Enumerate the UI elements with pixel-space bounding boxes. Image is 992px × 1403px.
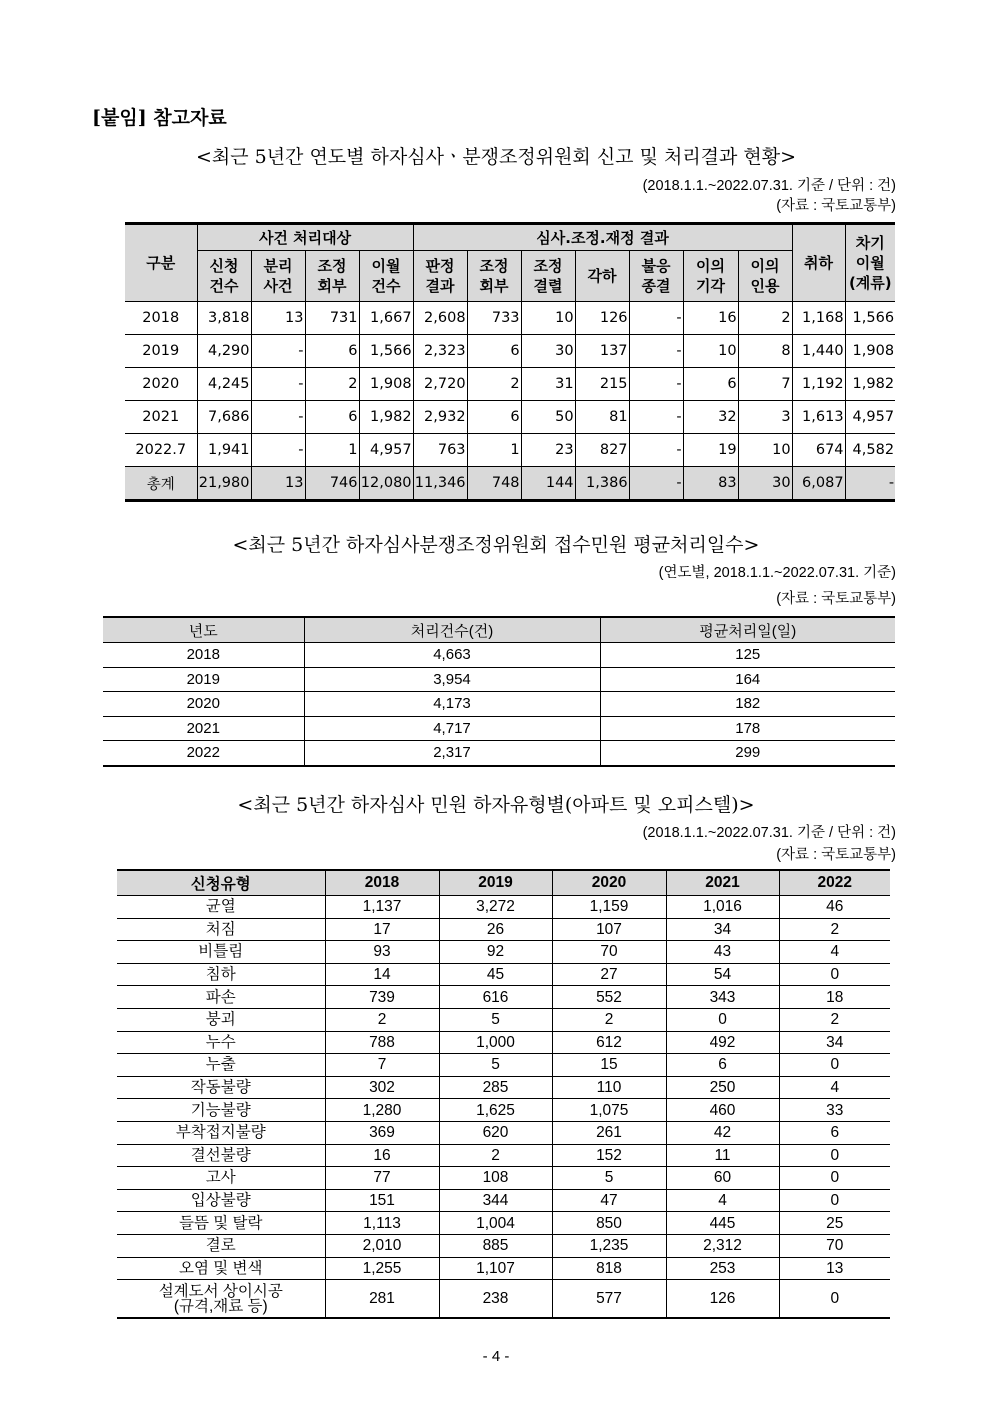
cell-value: 77 (325, 1167, 439, 1190)
cell-value: 164 (600, 667, 895, 692)
table-row (117, 1189, 890, 1212)
cell-value: 6 (305, 401, 359, 434)
cell-value: 616 (439, 986, 552, 1009)
cell-value: 1,613 (792, 401, 845, 434)
table1-note-source: (자료 : 국토교통부) (776, 198, 896, 214)
cell-value: 126 (666, 1280, 779, 1319)
cell-value: 107 (552, 918, 666, 941)
cell-value: 26 (439, 918, 552, 941)
cell-value: 108 (439, 1167, 552, 1190)
header-category: 구분 (125, 224, 197, 302)
cell-value: 1,004 (439, 1212, 552, 1235)
header-group-results: 심사.조정.재정 결과 (413, 224, 792, 251)
row-label: 2021 (125, 401, 197, 434)
row-label: 2020 (125, 368, 197, 401)
cell-value: 2 (439, 1144, 552, 1167)
cell-value: 70 (779, 1234, 890, 1257)
cell-value: 10 (738, 434, 792, 467)
row-label: 고사 (117, 1167, 325, 1190)
table-row (103, 692, 895, 717)
table-row (117, 941, 890, 964)
cell-value: - (629, 401, 683, 434)
cell-value: 1,113 (325, 1212, 439, 1235)
cell-value: 238 (439, 1280, 552, 1319)
cell-value: 1,982 (359, 401, 413, 434)
cell-value: 182 (600, 692, 895, 717)
cell-value: 4 (779, 941, 890, 964)
cell-value: 1,107 (439, 1257, 552, 1280)
cell-value: 33 (779, 1099, 890, 1122)
cell-value: 6 (305, 335, 359, 368)
cell-value: 151 (325, 1189, 439, 1212)
cell-value: 126 (575, 302, 629, 335)
cell-value: - (251, 401, 305, 434)
cell-value: 5 (439, 1054, 552, 1077)
table-row (103, 741, 895, 766)
cell-value: 13 (251, 467, 305, 501)
column-header: 2019 (439, 870, 552, 896)
cell-value: - (629, 302, 683, 335)
subheader-col: 이의 기각 (683, 251, 738, 302)
cell-value: 4,582 (845, 434, 895, 467)
cell-value: 47 (552, 1189, 666, 1212)
table-row (117, 1167, 890, 1190)
subheader-col: 조정 결렬 (521, 251, 575, 302)
row-label: 입상불량 (117, 1189, 325, 1212)
cell-value: 13 (779, 1257, 890, 1280)
row-label: 2019 (125, 335, 197, 368)
cell-value: 369 (325, 1121, 439, 1144)
table-row (125, 401, 895, 434)
defect-type-table (117, 869, 890, 1319)
cell-value: 32 (683, 401, 738, 434)
table-row (103, 716, 895, 741)
cell-value: 733 (467, 302, 521, 335)
row-label: 침하 (117, 963, 325, 986)
table-row (117, 1234, 890, 1257)
cell-value: 2,317 (304, 741, 600, 766)
cell-value: 50 (521, 401, 575, 434)
table-row (125, 335, 895, 368)
cell-value: 1,566 (845, 302, 895, 335)
cell-value: 16 (683, 302, 738, 335)
cell-value: 552 (552, 986, 666, 1009)
cell-value: - (629, 467, 683, 501)
table1-note-period: (2018.1.1.~2022.07.31. 기준 / 단위 : 건) (642, 178, 896, 194)
cell-value: 2 (325, 1008, 439, 1031)
cell-value: 13 (251, 302, 305, 335)
cell-value: 788 (325, 1031, 439, 1054)
row-label: 설계도서 상이시공 (규격,재료 등) (117, 1280, 325, 1319)
cell-value: 215 (575, 368, 629, 401)
complaint-results-table (125, 222, 895, 502)
cell-value: 4 (779, 1076, 890, 1099)
cell-value: 250 (666, 1076, 779, 1099)
cell-value: - (845, 467, 895, 501)
cell-value: - (629, 335, 683, 368)
cell-value: 6 (467, 401, 521, 434)
cell-value: 1,440 (792, 335, 845, 368)
cell-value: 281 (325, 1280, 439, 1319)
cell-value: 1,982 (845, 368, 895, 401)
table-row (117, 963, 890, 986)
table2-note-period: (연도별, 2018.1.1.~2022.07.31. 기준) (658, 565, 896, 581)
cell-value: 299 (600, 741, 895, 766)
cell-value: 16 (325, 1144, 439, 1167)
column-header: 년도 (103, 617, 304, 643)
row-label: 2020 (103, 692, 304, 717)
cell-value: 827 (575, 434, 629, 467)
cell-value: 731 (305, 302, 359, 335)
row-label: 결로 (117, 1234, 325, 1257)
table-row (117, 1280, 890, 1319)
header-carry-over: 차기 이월 (계류) (845, 224, 895, 302)
table-row (117, 1054, 890, 1077)
total-row (125, 467, 895, 501)
table2-note-source: (자료 : 국토교통부) (776, 591, 896, 607)
subheader-col: 신청 건수 (197, 251, 251, 302)
cell-value: 4,173 (304, 692, 600, 717)
cell-value: 2 (779, 918, 890, 941)
cell-value: 1 (305, 434, 359, 467)
row-label: 비틀림 (117, 941, 325, 964)
table-row (125, 368, 895, 401)
cell-value: 261 (552, 1121, 666, 1144)
cell-value: 612 (552, 1031, 666, 1054)
cell-value: 27 (552, 963, 666, 986)
cell-value: 1,386 (575, 467, 629, 501)
row-label: 처짐 (117, 918, 325, 941)
column-header: 2020 (552, 870, 666, 896)
table-row (117, 1031, 890, 1054)
cell-value: 0 (779, 1280, 890, 1319)
header-withdraw: 취하 (792, 224, 845, 302)
cell-value: 4,290 (197, 335, 251, 368)
subheader-col: 분리 사건 (251, 251, 305, 302)
cell-value: 620 (439, 1121, 552, 1144)
cell-value: 15 (552, 1054, 666, 1077)
cell-value: 7 (325, 1054, 439, 1077)
cell-value: 137 (575, 335, 629, 368)
subheader-col: 판정 결과 (413, 251, 467, 302)
subheader-col: 조정 회부 (467, 251, 521, 302)
cell-value: 2,608 (413, 302, 467, 335)
subheader-col: 각하 (575, 251, 629, 302)
cell-value: 2 (779, 1008, 890, 1031)
cell-value: 81 (575, 401, 629, 434)
cell-value: 83 (683, 467, 738, 501)
cell-value: 2 (738, 302, 792, 335)
table-row (125, 434, 895, 467)
cell-value: 2,932 (413, 401, 467, 434)
table2-title: <최근 5년간 하자심사분쟁조정위원회 접수민원 평균처리일수> (232, 534, 760, 556)
cell-value: 21,980 (197, 467, 251, 501)
table-row (117, 1099, 890, 1122)
cell-value: 3,954 (304, 667, 600, 692)
cell-value: 4,957 (845, 401, 895, 434)
cell-value: 885 (439, 1234, 552, 1257)
cell-value: 302 (325, 1076, 439, 1099)
cell-value: 492 (666, 1031, 779, 1054)
cell-value: 2 (305, 368, 359, 401)
column-header: 처리건수(건) (304, 617, 600, 643)
table-row (117, 896, 890, 919)
cell-value: 818 (552, 1257, 666, 1280)
column-header: 2021 (666, 870, 779, 896)
cell-value: 178 (600, 716, 895, 741)
cell-value: 25 (779, 1212, 890, 1235)
subheader-col: 이의 인용 (738, 251, 792, 302)
cell-value: 577 (552, 1280, 666, 1319)
cell-value: 850 (552, 1212, 666, 1235)
cell-value: 1,941 (197, 434, 251, 467)
table-row (117, 1076, 890, 1099)
cell-value: 7,686 (197, 401, 251, 434)
cell-value: 10 (683, 335, 738, 368)
cell-value: 2,010 (325, 1234, 439, 1257)
table-row (117, 1008, 890, 1031)
subheader-col: 이월 건수 (359, 251, 413, 302)
cell-value: 1 (467, 434, 521, 467)
cell-value: 0 (666, 1008, 779, 1031)
cell-value: 60 (666, 1167, 779, 1190)
row-label: 2022 (103, 741, 304, 766)
subheader-col: 조정 회부 (305, 251, 359, 302)
cell-value: 6 (467, 335, 521, 368)
cell-value: 46 (779, 896, 890, 919)
table-row (125, 302, 895, 335)
subheader-col: 불응 종결 (629, 251, 683, 302)
cell-value: 3,272 (439, 896, 552, 919)
row-label: 누출 (117, 1054, 325, 1077)
table-row (117, 918, 890, 941)
row-label: 2018 (125, 302, 197, 335)
cell-value: 6 (779, 1121, 890, 1144)
cell-value: 343 (666, 986, 779, 1009)
cell-value: 6 (666, 1054, 779, 1077)
cell-value: 1,159 (552, 896, 666, 919)
row-label: 2022.7 (125, 434, 197, 467)
cell-value: 144 (521, 467, 575, 501)
cell-value: 152 (552, 1144, 666, 1167)
table-row (117, 1144, 890, 1167)
cell-value: 125 (600, 643, 895, 668)
cell-value: 2 (552, 1008, 666, 1031)
cell-value: - (251, 335, 305, 368)
row-label: 파손 (117, 986, 325, 1009)
cell-value: 1,566 (359, 335, 413, 368)
cell-value: 34 (666, 918, 779, 941)
row-label: 결선불량 (117, 1144, 325, 1167)
row-label: 2019 (103, 667, 304, 692)
cell-value: 4,663 (304, 643, 600, 668)
cell-value: 70 (552, 941, 666, 964)
header-group-cases: 사건 처리대상 (197, 224, 413, 251)
cell-value: 30 (738, 467, 792, 501)
table3-note-source: (자료 : 국토교통부) (776, 847, 896, 863)
column-header: 신청유형 (117, 870, 325, 896)
cell-value: 5 (439, 1008, 552, 1031)
cell-value: 0 (779, 963, 890, 986)
cell-value: 11,346 (413, 467, 467, 501)
row-label: 누수 (117, 1031, 325, 1054)
cell-value: - (629, 368, 683, 401)
cell-value: 1,255 (325, 1257, 439, 1280)
cell-value: 1,075 (552, 1099, 666, 1122)
row-label: 2021 (103, 716, 304, 741)
cell-value: 2,720 (413, 368, 467, 401)
cell-value: 746 (305, 467, 359, 501)
cell-value: 45 (439, 963, 552, 986)
cell-value: 7 (738, 368, 792, 401)
row-label: 기능불량 (117, 1099, 325, 1122)
table-row (103, 667, 895, 692)
row-label: 균열 (117, 896, 325, 919)
attachment-heading: [붙임] 참고자료 (92, 107, 227, 129)
cell-value: 739 (325, 986, 439, 1009)
cell-value: 1,192 (792, 368, 845, 401)
cell-value: 54 (666, 963, 779, 986)
cell-value: 10 (521, 302, 575, 335)
cell-value: 8 (738, 335, 792, 368)
cell-value: 11 (666, 1144, 779, 1167)
page-number: - 4 - (482, 1348, 510, 1365)
row-label: 들뜸 및 탈락 (117, 1212, 325, 1235)
cell-value: 2,323 (413, 335, 467, 368)
row-label: 작동불량 (117, 1076, 325, 1099)
cell-value: 19 (683, 434, 738, 467)
cell-value: 460 (666, 1099, 779, 1122)
cell-value: 763 (413, 434, 467, 467)
cell-value: 31 (521, 368, 575, 401)
cell-value: 12,080 (359, 467, 413, 501)
cell-value: 1,280 (325, 1099, 439, 1122)
avg-processing-days-table (103, 616, 895, 767)
table-row (117, 1121, 890, 1144)
cell-value: 14 (325, 963, 439, 986)
cell-value: 4,245 (197, 368, 251, 401)
cell-value: 23 (521, 434, 575, 467)
cell-value: 1,908 (845, 335, 895, 368)
column-header: 2022 (779, 870, 890, 896)
cell-value: 5 (552, 1167, 666, 1190)
cell-value: 1,016 (666, 896, 779, 919)
cell-value: 34 (779, 1031, 890, 1054)
cell-value: 4,957 (359, 434, 413, 467)
row-label: 오염 및 변색 (117, 1257, 325, 1280)
row-label: 2018 (103, 643, 304, 668)
cell-value: 0 (779, 1144, 890, 1167)
cell-value: 2 (467, 368, 521, 401)
cell-value: 3,818 (197, 302, 251, 335)
cell-value: 285 (439, 1076, 552, 1099)
cell-value: 0 (779, 1054, 890, 1077)
cell-value: - (629, 434, 683, 467)
cell-value: 6,087 (792, 467, 845, 501)
row-label: 붕괴 (117, 1008, 325, 1031)
cell-value: 748 (467, 467, 521, 501)
cell-value: 4 (666, 1189, 779, 1212)
table3-note-period: (2018.1.1.~2022.07.31. 기준 / 단위 : 건) (642, 825, 896, 841)
cell-value: 4,717 (304, 716, 600, 741)
cell-value: 253 (666, 1257, 779, 1280)
row-label: 부착접지불량 (117, 1121, 325, 1144)
cell-value: 42 (666, 1121, 779, 1144)
cell-value: 3 (738, 401, 792, 434)
cell-value: 0 (779, 1189, 890, 1212)
cell-value: 0 (779, 1167, 890, 1190)
cell-value: 1,908 (359, 368, 413, 401)
cell-value: 1,667 (359, 302, 413, 335)
cell-value: 110 (552, 1076, 666, 1099)
table-row (117, 1257, 890, 1280)
cell-value: 1,235 (552, 1234, 666, 1257)
cell-value: 1,168 (792, 302, 845, 335)
cell-value: 30 (521, 335, 575, 368)
table1-title: <최근 5년간 연도별 하자심사ㆍ분쟁조정위원회 신고 및 처리결과 현황> (195, 146, 797, 168)
column-header: 2018 (325, 870, 439, 896)
cell-value: - (251, 368, 305, 401)
cell-value: 674 (792, 434, 845, 467)
table-row (117, 986, 890, 1009)
table-row (103, 643, 895, 668)
cell-value: 43 (666, 941, 779, 964)
row-label: 총계 (125, 467, 197, 501)
cell-value: 92 (439, 941, 552, 964)
cell-value: 2,312 (666, 1234, 779, 1257)
cell-value: 344 (439, 1189, 552, 1212)
cell-value: 1,000 (439, 1031, 552, 1054)
table3-title: <최근 5년간 하자심사 민원 하자유형별(아파트 및 오피스텔)> (237, 794, 755, 816)
table-row (117, 1212, 890, 1235)
cell-value: - (251, 434, 305, 467)
cell-value: 17 (325, 918, 439, 941)
cell-value: 1,137 (325, 896, 439, 919)
cell-value: 445 (666, 1212, 779, 1235)
cell-value: 18 (779, 986, 890, 1009)
cell-value: 6 (683, 368, 738, 401)
column-header: 평균처리일(일) (600, 617, 895, 643)
cell-value: 93 (325, 941, 439, 964)
cell-value: 1,625 (439, 1099, 552, 1122)
